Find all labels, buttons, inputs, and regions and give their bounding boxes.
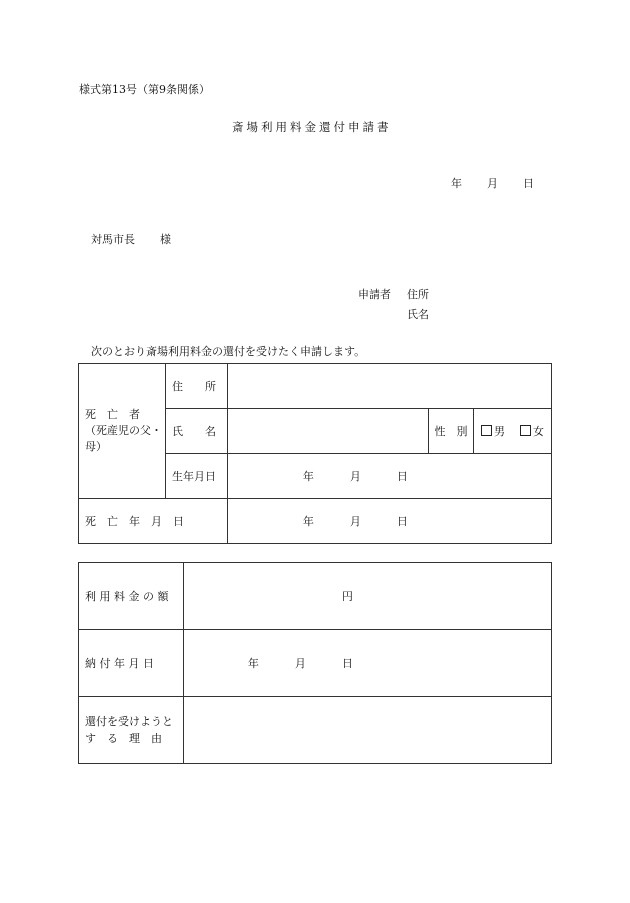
death-date-field[interactable] [227,499,551,544]
birth-label: 生年月日 [171,470,216,483]
payment-day-label: 日 [341,657,353,670]
checkbox-icon [481,425,492,436]
date-month-label: 月 [487,177,498,190]
death-day-label: 日 [396,515,408,528]
reason-label-cell [79,697,184,764]
male-checkbox[interactable] [481,425,505,438]
payment-date-label: 納 付 年 月 日 [85,657,154,670]
yen-label: 円 [341,590,353,603]
death-month-label: 月 [349,515,361,528]
address-label: 住 所 [171,380,216,393]
deceased-sub-label: （死産児の父・母） [85,424,162,453]
name-label: 氏 名 [171,425,216,438]
birth-day-label: 日 [396,470,408,483]
document-title: 斎場利用料金還付申請書 [232,120,392,134]
birth-label-cell [165,454,227,499]
birth-year-label: 年 [302,470,314,483]
birth-month-label: 月 [349,470,361,483]
address-field[interactable] [227,364,551,409]
name-label-cell [165,409,227,454]
deceased-label-cell [79,364,166,499]
applicant-label: 申請者 [358,288,391,301]
death-date-label-cell [79,499,228,544]
date-year-label: 年 [451,177,462,190]
reason-label-line1: 還付を受けようと [85,715,173,728]
female-label: 女 [533,425,544,438]
deceased-label: 死 亡 者 [85,408,140,421]
applicant-name-label: 氏名 [407,308,429,321]
gender-label-cell [429,409,474,454]
birth-date-field[interactable] [227,454,551,499]
fee-label-cell [79,563,184,630]
gender-label: 性 別 [434,425,468,438]
female-checkbox[interactable] [520,425,544,438]
fee-amount-field[interactable] [183,563,551,630]
reason-field[interactable] [183,697,551,764]
payment-month-label: 月 [294,657,306,670]
fee-label: 利 用 料 金 の 額 [85,590,169,603]
deceased-table [78,363,552,544]
date-day-label: 日 [523,177,534,190]
reason-label-line2: す る 理 由 [85,732,162,745]
payment-date-label-cell [79,630,184,697]
addressee-honorific: 様 [160,233,171,246]
payment-year-label: 年 [247,657,259,670]
applicant-address-label: 住所 [407,288,429,301]
address-label-cell [165,364,227,409]
checkbox-icon [520,425,531,436]
fee-table [78,562,552,764]
payment-date-field[interactable] [183,630,551,697]
death-date-label: 死 亡 年 月 日 [85,515,184,528]
name-field[interactable] [227,409,428,454]
male-label: 男 [494,425,505,438]
form-number: 様式第13号（第9条関係） [79,83,210,96]
intro-text: 次のとおり斎場利用料金の還付を受けたく申請します。 [91,345,366,358]
death-year-label: 年 [302,515,314,528]
addressee-mayor: 対馬市長 [91,233,135,246]
gender-options [474,409,552,454]
